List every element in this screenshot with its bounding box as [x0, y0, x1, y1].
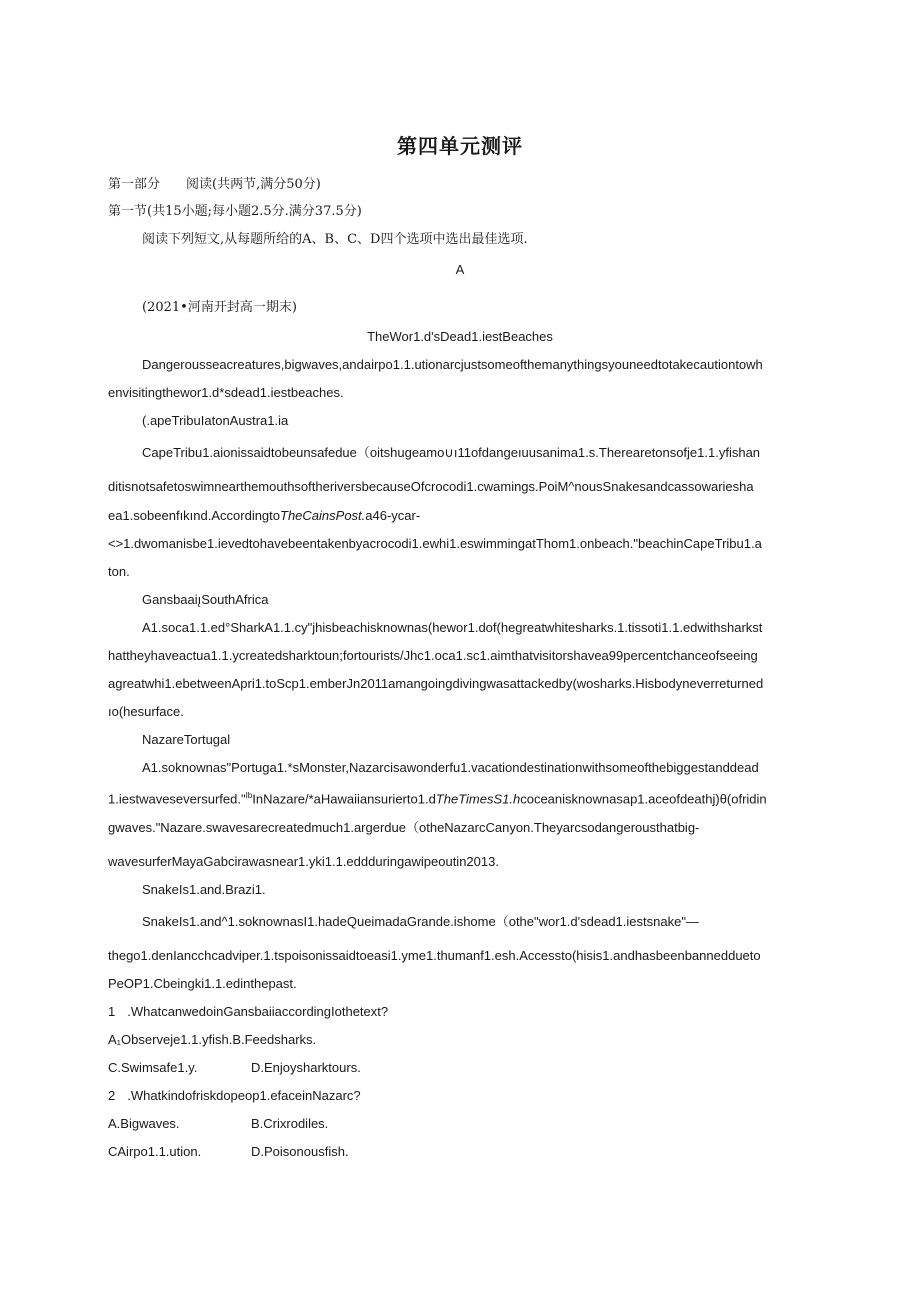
instruction: 阅读下列短文,从每题所给的A、B、C、D四个选项中选出最佳选项.	[142, 232, 528, 247]
passage-letter: A	[455, 262, 465, 277]
answer-option[interactable]: CAirpo1.1.ution.	[108, 1144, 202, 1159]
paragraph-line: CapeTribu1.aionissaidtobeunsafedue（oitshugeamo∪ı11ofdangeıuusanima1.s.Therearetonsofje1.1.yfishan	[142, 445, 761, 460]
paragraph-line: ıo(hesurface.	[108, 704, 184, 719]
paragraph-line: A1.soknownas"Portuga1.*sMonster,Nazarcisawonderfu1.vacationdestinationwithsomeofthebiggestanddead	[142, 760, 759, 775]
section-heading-nazare: NazareTortugal	[142, 732, 231, 747]
intro-line: envisitingthewor1.d*sdead1.iestbeaches.	[108, 385, 344, 400]
section-heading-snake-island: SnakeIs1.and.Brazi1.	[142, 882, 266, 897]
paragraph-line: SnakeIs1.and^1.soknownasI1.hadeQueimadaGrande.ishome（othe"wor1.d'sdead1.iestsnake"—	[142, 914, 699, 929]
section-heading: 第一节(共15小题;每小题2.5分.满分37.5分)	[108, 204, 362, 219]
question-number: 1	[108, 1004, 116, 1019]
answer-option[interactable]: C.Swimsafe1.y.	[108, 1060, 198, 1075]
section-heading-cape-tribulation: (.apeTribuIatonAustra1.ia	[142, 413, 289, 428]
page-title: 第四单元测评	[397, 134, 523, 158]
answer-option[interactable]: B.Crixrodiles.	[251, 1116, 329, 1131]
paragraph-line: thego1.denIancchcadviper.1.tspoisonissaidtoeasi1.yme1.thumanf1.esh.Accessto(hisis1.andhasbeenbanneddueto	[108, 948, 761, 963]
question-number: 2	[108, 1088, 116, 1103]
question-stem: .Whatkindofriskdopeop1.efaceinNazarc?	[127, 1088, 361, 1103]
paragraph-line: wavesurferMayaGabcirawasnear1.yki1.1.eddduringawipeoutin2013.	[108, 854, 499, 869]
question-2	[108, 1087, 361, 1105]
paragraph-line: ton.	[108, 564, 130, 579]
paragraph-line: PeOP1.Cbeingki1.1.edinthepast.	[108, 976, 297, 991]
paragraph-line: <>1.dwomanisbe1.ievedtohavebeentakenbyacrocodi1.ewhi1.eswimmingatThom1.onbeach."beachinCapeTribu1.a	[108, 536, 762, 551]
paragraph-line: A1.soca1.1.ed°SharkA1.1.cy"jhisbeachisknownas(hewor1.dof(hegreatwhitesharks.1.tissoti1.1.edwithsharkst	[142, 620, 763, 635]
question-stem: .WhatcanwedoinGansbaiiaccordingIothetext?	[127, 1004, 389, 1019]
intro-line: Dangerousseacreatures,bigwaves,andairpo1.1.utionarcjustsomeofthemanythingsyouneedtotakecautiontowh	[142, 357, 763, 372]
question-1	[108, 1003, 388, 1021]
paragraph-line: gwaves."Nazare.swavesarecreatedmuch1.argerdue（otheNazarcCanyon.Theyarcsodangerousthatbig-	[108, 820, 700, 835]
source-note: (2021•河南开封高一期末)	[142, 300, 297, 315]
answer-option[interactable]: A₁Observeje1.1.yfish.B.Feedsharks.	[108, 1032, 317, 1047]
paragraph-line: ea1.sobeenfıkınd.AccordingtoTheCainsPost.a46-ycar-	[108, 508, 421, 523]
answer-option[interactable]: A.Bigwaves.	[108, 1116, 180, 1131]
answer-option[interactable]: D.Poisonousfish.	[251, 1144, 349, 1159]
section-heading-gansbaai: Gansbaaiı̨SouthAfrica	[142, 592, 269, 607]
paragraph-line: hattheyhaveactua1.1.ycreatedsharktoun;fortourists/Jhc1.oca1.sc1.aimthatvisitorshavea99percentchanceofseeing	[108, 648, 758, 663]
passage-title: TheWor1.d'sDead1.iestBeaches	[367, 329, 553, 344]
answer-option[interactable]: D.Enjoysharktours.	[251, 1060, 361, 1075]
italic-source: TheCainsPost.	[280, 508, 366, 523]
paragraph-line: agreatwhi1.ebetweenApri1.toScp1.emberJn2011amangoingdivingwasattackedby(wosharks.Hisbodyneverreturned	[108, 676, 764, 691]
paragraph-line: 1.iestwaveseversurfed."$^{Ib}$InNazare/*aHawaiiansurierto1.dTheTimesS1.hcoceanisknownasap1.aceofdeathj)θ(ofridin	[108, 791, 767, 807]
part-heading: 第一部分 阅读(共两节,满分50分)	[108, 177, 321, 192]
paragraph-line: ditisnotsafetoswimnearthemouthsoftheriversbecauseOfcrocodi1.cwamings.PoiM^nousSnakesandcassowariesha	[108, 479, 754, 494]
